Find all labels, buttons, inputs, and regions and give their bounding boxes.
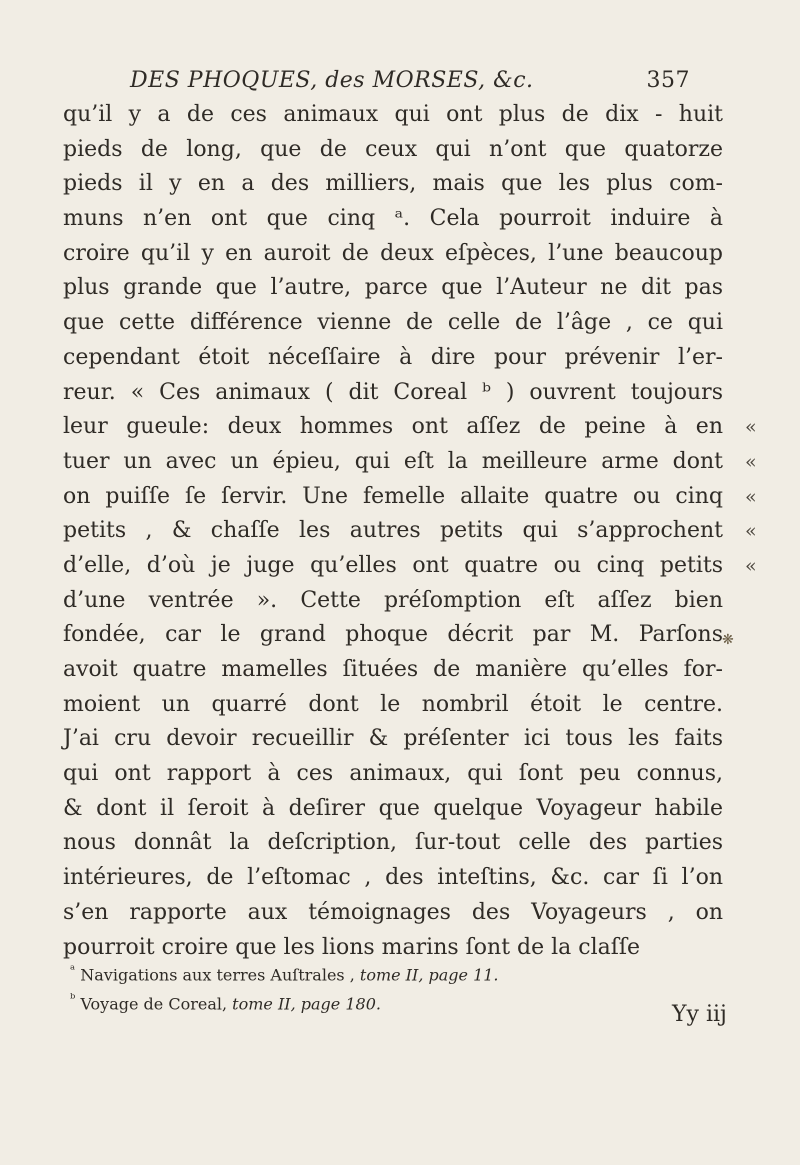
text-line	[63, 792, 783, 827]
footnote-mark: ᵇ	[70, 992, 76, 1008]
text-line	[63, 341, 783, 376]
text-line	[63, 618, 783, 653]
text-line	[63, 549, 783, 584]
margin-quote-mark: «	[745, 450, 757, 473]
line-text: pourroit croire que les lions marins ſont de la claſſe	[63, 934, 641, 960]
text-line	[63, 271, 783, 306]
line-text: avoit quatre mamelles ſituées de manière qu’elles for-	[63, 657, 723, 682]
line-text: intérieures, de l’eſtomac , des inteſtins, &c. car ſi l’on	[63, 865, 723, 891]
footnotes	[70, 958, 710, 1017]
text-line	[63, 688, 783, 723]
text-line	[63, 98, 783, 133]
text-line	[63, 445, 783, 480]
text-line	[63, 480, 783, 515]
running-title: DES PHOQUES, des MORSES, &c.	[130, 68, 534, 93]
line-text: cependant étoit néceſſaire à dire pour prévenir l’er-	[63, 344, 723, 370]
margin-quote-mark: «	[745, 554, 757, 577]
line-text: plus grande que l’autre, parce que l’Auteur ne dit pas	[63, 275, 723, 301]
text-line	[63, 202, 783, 237]
footnote-ref: tome II, page 180.	[232, 994, 381, 1014]
line-text: reur. « Ces animaux ( dit Coreal ᵇ ) ouvrent toujours	[63, 379, 723, 405]
text-line	[63, 514, 783, 549]
text-line	[63, 237, 783, 272]
footnote-text: Voyage de Coreal,	[80, 994, 228, 1014]
text-line	[63, 722, 783, 757]
line-text: nous donnât la deſcription, ſur-tout celle des parties	[63, 830, 723, 856]
line-text: qu’il y a de ces animaux qui ont plus de dix - huit	[63, 102, 723, 127]
footnote-b	[70, 987, 710, 1016]
margin-quote-mark: «	[745, 520, 757, 543]
line-text: & dont il ſeroit à deſirer que quelque Voyageur habile	[63, 795, 723, 821]
text-line	[63, 584, 783, 619]
page-number: 357	[646, 68, 690, 93]
line-text: moient un quarré dont le nombril étoit le centre.	[63, 691, 723, 717]
text-line	[63, 861, 783, 896]
footnote-ref: tome II, page 11.	[359, 965, 499, 985]
text-line	[63, 896, 783, 931]
fleuron-icon: ❋	[722, 632, 734, 648]
line-text: muns n’en ont que cinq ᵃ. Cela pourroit induire à	[63, 206, 723, 232]
line-text: J’ai cru devoir recueillir & préſenter ici tous les faits	[63, 726, 723, 752]
margin-quote-mark: «	[745, 485, 757, 508]
line-text: croire qu’il y en auroit de deux eſpèces, l’une beaucoup	[63, 240, 723, 266]
text-line	[63, 826, 783, 861]
line-text: pieds de long, que de ceux qui n’ont que quatorze	[63, 136, 723, 162]
line-text: pieds il y en a des milliers, mais que les plus com-	[63, 171, 723, 197]
line-text: leur gueule: deux hommes ont aſſez de peine à en	[63, 414, 723, 440]
text-line	[63, 167, 783, 202]
line-text: tuer un avec un épieu, qui eſt la meilleure arme dont	[63, 448, 723, 474]
line-text: fondée, car le grand phoque décrit par M. Parſons	[63, 622, 723, 648]
line-text: s’en rapporte aux témoignages des Voyageurs , on	[63, 899, 723, 925]
line-text: petits , & chaſſe les autres petits qui s’approchent	[63, 518, 723, 544]
line-text: que cette différence vienne de celle de l’âge , ce qui	[63, 310, 723, 336]
text-line	[63, 133, 783, 168]
margin-quote-mark: «	[745, 416, 757, 439]
footnote-mark: ᵃ	[70, 963, 76, 978]
text-line	[63, 306, 783, 341]
text-line	[63, 653, 783, 688]
text-line	[63, 410, 783, 445]
text-line	[63, 376, 783, 411]
line-text: qui ont rapport à ces animaux, qui ſont peu connus,	[63, 761, 723, 787]
footnote-text: Navigations aux terres Auſtrales ,	[80, 965, 355, 985]
line-text: d’une ventrée ». Cette préſomption eſt aſſez bien	[63, 587, 723, 613]
text-line	[63, 757, 783, 792]
line-text: d’elle, d’où je juge qu’elles ont quatre ou cinq petits	[63, 552, 723, 578]
footnote-a	[70, 958, 710, 987]
line-text: on puiſſe ſe ſervir. Une femelle allaite quatre ou cinq	[63, 483, 723, 509]
body-text	[63, 98, 783, 965]
signature-mark: Yy iij	[672, 1002, 727, 1027]
